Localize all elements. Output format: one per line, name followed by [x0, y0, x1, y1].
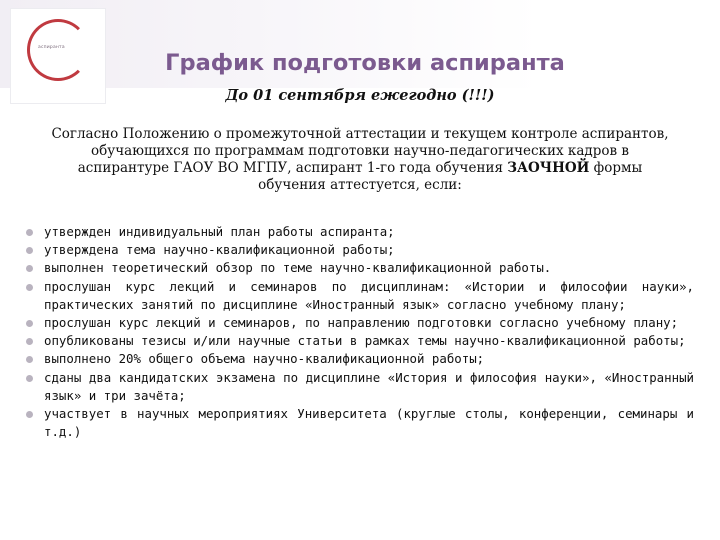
list-item — [26, 405, 694, 441]
list-item — [26, 223, 694, 241]
bullet-icon — [26, 375, 33, 382]
bullet-icon — [26, 411, 33, 418]
list-item-text: выполнено 20% общего объема научно-квалификационной работы; — [44, 351, 485, 367]
list-item — [26, 259, 694, 277]
bullet-icon — [26, 284, 33, 291]
list-item — [26, 241, 694, 259]
bullet-icon — [26, 356, 33, 363]
list-item-text: сданы два кандидатских экзамена по дисциплине «История и философия науки», «Иностранный язык» и три зачёта; — [44, 369, 694, 403]
intro-emphasis: ЗАОЧНОЙ — [507, 160, 590, 176]
list-item-text: утвержден индивидуальный план работы аспиранта; — [44, 224, 395, 239]
intro-line-3-tail: формы — [589, 160, 643, 176]
bullet-icon — [26, 247, 33, 254]
page-subtitle: До 01 сентября ежегодно (!!!) — [225, 87, 495, 104]
intro-line-3 — [20, 160, 700, 177]
list-item-text: утверждена тема научно-квалификационной работы; — [44, 242, 395, 258]
list-item-text: прослушан курс лекций и семинаров по дисциплинам: «Истории и философии науки», практических занятий по дисциплине «Иностранный язык» согласно учебному плану; — [44, 278, 694, 312]
intro-line-4: обучения аттестуется, если: — [258, 177, 462, 193]
list-item — [26, 332, 694, 350]
list-item-text: участвует в научных мероприятиях Университета (круглые столы, конференции, семинары и т.д.) — [44, 406, 694, 440]
list-item-text: прослушан курс лекций и семинаров, по направлению подготовки согласно учебному плану; — [44, 315, 679, 331]
intro-paragraph — [20, 126, 700, 194]
list-item-text: опубликованы тезисы и/или научные статьи в рамках темы научно-квалификационной работы; — [44, 333, 686, 349]
list-item-text: выполнен теоретический обзор по теме научно-квалификационной работы. — [44, 260, 552, 276]
bullet-icon — [26, 229, 33, 236]
intro-line-2: обучающихся по программам подготовки научно-педагогических кадров в — [91, 143, 629, 159]
bullet-icon — [26, 338, 33, 345]
requirements-list — [26, 223, 694, 441]
list-item — [26, 314, 694, 332]
bullet-icon — [26, 265, 33, 272]
list-item — [26, 350, 694, 368]
intro-line-3-text: аспирантуре ГАОУ ВО МГПУ, аспирант 1-го года обучения — [77, 160, 508, 176]
list-item — [26, 278, 694, 314]
page-title: График подготовки аспиранта — [165, 50, 565, 76]
list-item — [26, 369, 694, 405]
logo-text: аспиранта — [38, 45, 65, 50]
intro-line-1: Согласно Положению о промежуточной аттестации и текущем контроле аспирантов, — [51, 126, 669, 142]
bullet-icon — [26, 320, 33, 327]
